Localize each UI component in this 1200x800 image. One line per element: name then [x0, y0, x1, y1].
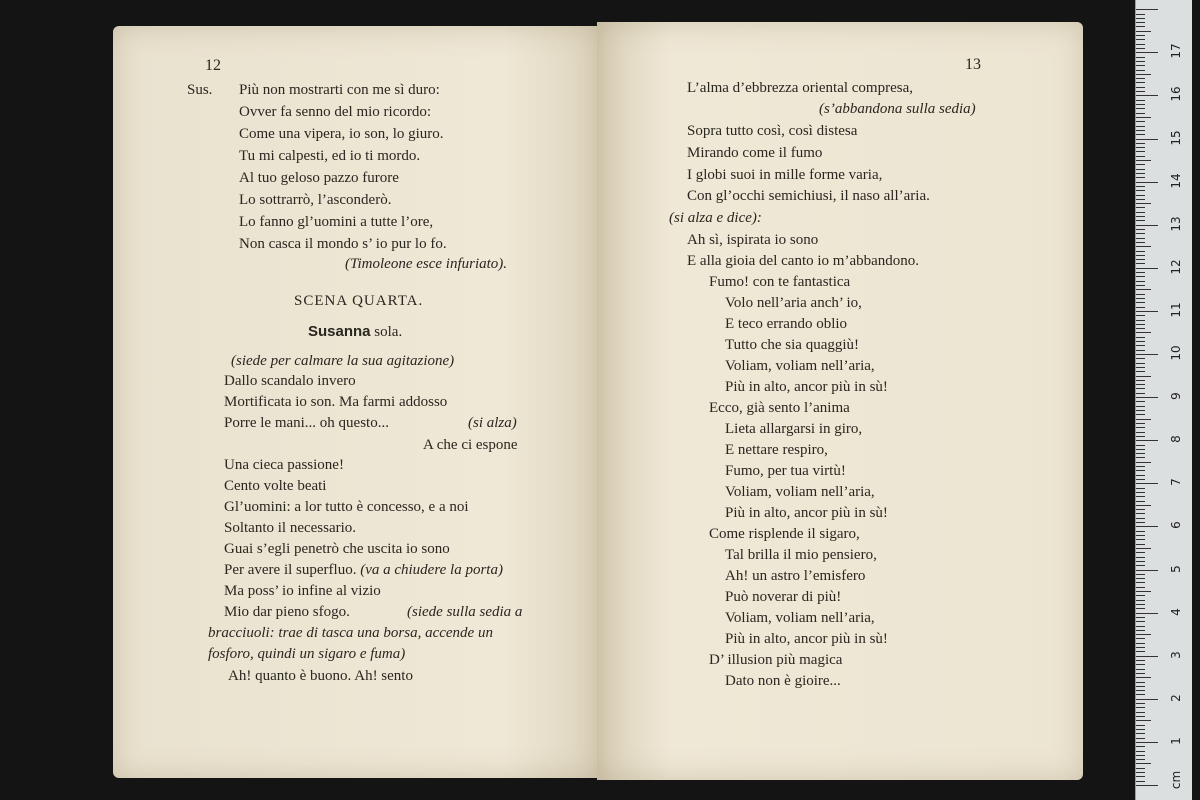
- ruler-tick: [1136, 462, 1151, 463]
- ruler-tick: [1136, 699, 1158, 700]
- ruler-tick: [1136, 759, 1145, 760]
- ruler-tick: [1136, 104, 1145, 105]
- ruler-tick: [1136, 190, 1145, 191]
- song-line: Tutto che sia quaggiù!: [725, 337, 860, 353]
- ruler-tick: [1136, 126, 1145, 127]
- ruler-tick: [1136, 785, 1158, 786]
- ruler-tick: [1136, 393, 1145, 394]
- verse-line: Sopra tutto così, così distesa: [687, 123, 858, 139]
- verse-line: [224, 561, 503, 579]
- stage-direction: (siede per calmare la sua agitazione): [231, 353, 455, 369]
- ruler-tick: [1136, 501, 1145, 502]
- verse-line: Lo fanno gl’uomini a tutte l’ore,: [239, 214, 434, 230]
- verse-line: Non casca il mondo s’ io pur lo fo.: [239, 236, 447, 252]
- song-line: Fumo, per tua virtù!: [725, 463, 846, 479]
- ruler-tick: [1136, 117, 1151, 118]
- ruler-tick: [1136, 544, 1145, 545]
- stage-direction: bracciuoli: trae di tasca una borsa, accende un: [208, 625, 493, 641]
- ruler-tick: [1136, 561, 1145, 562]
- ruler-tick: [1136, 307, 1145, 308]
- ruler-tick: [1136, 440, 1158, 441]
- ruler-tick: [1136, 509, 1145, 510]
- ruler-tick: [1136, 156, 1145, 157]
- ruler-tick: [1136, 707, 1145, 708]
- ruler-tick: [1136, 39, 1145, 40]
- ruler-tick: [1136, 48, 1145, 49]
- ruler-tick: [1136, 496, 1145, 497]
- ruler-tick: [1136, 26, 1145, 27]
- ruler-tick: [1136, 169, 1145, 170]
- ruler-number: 7: [1169, 478, 1183, 487]
- ruler-tick: [1136, 470, 1145, 471]
- ruler-tick: [1136, 647, 1145, 648]
- ruler-tick: [1136, 315, 1145, 316]
- ruler-tick: [1136, 151, 1145, 152]
- ruler-number: 1: [1169, 737, 1183, 745]
- song-line: Può noverar di più!: [725, 589, 842, 605]
- verse-line: Più non mostrarti con me sì duro:: [239, 82, 440, 98]
- stage-direction: (si alza): [468, 415, 517, 431]
- ruler-tick: [1136, 406, 1145, 407]
- ruler-tick: [1136, 233, 1145, 234]
- ruler-tick: [1136, 164, 1145, 165]
- ruler-tick: [1136, 656, 1158, 657]
- ruler-tick: [1136, 255, 1145, 256]
- ruler-tick: [1136, 414, 1145, 415]
- ruler-tick: [1136, 466, 1145, 467]
- ruler-tick: [1136, 87, 1145, 88]
- ruler-tick: [1136, 18, 1145, 19]
- ruler-tick: [1136, 401, 1145, 402]
- ruler-tick: [1136, 337, 1145, 338]
- ruler-tick: [1136, 108, 1145, 109]
- ruler-tick: [1136, 294, 1145, 295]
- ruler-tick: [1136, 113, 1145, 114]
- ruler-tick: [1136, 341, 1145, 342]
- ruler-tick: [1136, 311, 1158, 312]
- verse-line: L’alma d’ebbrezza oriental compresa,: [687, 80, 913, 96]
- ruler-tick: [1136, 776, 1145, 777]
- ruler-tick: [1136, 751, 1145, 752]
- ruler-tick: [1136, 147, 1145, 148]
- ruler-tick: [1136, 604, 1145, 605]
- ruler-tick: [1136, 281, 1145, 282]
- ruler-tick: [1136, 651, 1145, 652]
- ruler-tick: [1136, 302, 1145, 303]
- song-line: E teco errando oblio: [725, 316, 848, 332]
- ruler-tick: [1136, 763, 1151, 764]
- ruler-tick: [1136, 100, 1145, 101]
- ruler-tick: [1136, 591, 1151, 592]
- ruler-number: 12: [1169, 259, 1183, 275]
- ruler-tick: [1136, 91, 1145, 92]
- ruler-tick: [1136, 14, 1145, 15]
- ruler-tick: [1136, 61, 1145, 62]
- ruler-tick: [1136, 199, 1145, 200]
- right-page: [597, 22, 1083, 780]
- ruler-tick: [1136, 582, 1145, 583]
- ruler-tick: [1136, 229, 1145, 230]
- ruler-tick: [1136, 384, 1145, 385]
- ruler-tick: [1136, 380, 1145, 381]
- ruler-tick: [1136, 505, 1151, 506]
- stage-direction: (va a chiudere la porta): [360, 562, 503, 578]
- stage-direction: fosforo, quindi un sigaro e fuma): [208, 646, 406, 662]
- ruler-tick: [1136, 423, 1145, 424]
- ruler-tick: [1136, 781, 1145, 782]
- ruler-tick: [1136, 565, 1145, 566]
- ruler-tick: [1136, 57, 1145, 58]
- verse-line: Ma poss’ io infine al vizio: [224, 583, 381, 599]
- ruler-tick: [1136, 9, 1158, 10]
- ruler-tick: [1136, 643, 1145, 644]
- ruler-tick: [1136, 173, 1145, 174]
- song-line: Ah! un astro l’emisfero: [725, 568, 866, 584]
- verse-line: Una cieca passione!: [224, 457, 344, 473]
- verse-line: Cento volte beati: [224, 478, 327, 494]
- ruler-tick: [1136, 703, 1145, 704]
- verse-line: Lo sottrarrò, l’asconderò.: [239, 192, 392, 208]
- song-line: Fumo! con te fantastica: [709, 274, 851, 290]
- song-line: Più in alto, ancor più in sù!: [725, 379, 888, 395]
- song-line: Voliam, voliam nell’aria,: [725, 484, 875, 500]
- ruler-tick: [1136, 419, 1151, 420]
- ruler-tick: [1136, 376, 1151, 377]
- ruler-tick: [1136, 772, 1145, 773]
- ruler-tick: [1136, 324, 1145, 325]
- song-line: Dato non è gioire...: [725, 673, 841, 689]
- ruler-tick: [1136, 570, 1158, 571]
- ruler-tick: [1136, 388, 1145, 389]
- ruler-tick: [1136, 682, 1145, 683]
- ruler-tick: [1136, 320, 1145, 321]
- verse-line: A che ci espone: [423, 437, 518, 453]
- ruler-tick: [1136, 535, 1145, 536]
- verse-line: Con gl’occhi semichiusi, il naso all’aria.: [687, 188, 930, 204]
- song-line: Come risplende il sigaro,: [709, 526, 860, 542]
- ruler-tick: [1136, 251, 1145, 252]
- ruler-tick: [1136, 513, 1145, 514]
- ruler-tick: [1136, 177, 1145, 178]
- verse-line: Ovver fa senno del mio ricordo:: [239, 104, 432, 120]
- ruler-tick: [1136, 272, 1145, 273]
- ruler-tick: [1136, 518, 1145, 519]
- ruler-tick: [1136, 350, 1145, 351]
- ruler-tick: [1136, 358, 1145, 359]
- ruler-tick: [1136, 263, 1145, 264]
- speaker-label: Sus.: [187, 82, 213, 98]
- ruler-tick: [1136, 195, 1145, 196]
- ruler-tick: [1136, 539, 1145, 540]
- stage-direction: (si alza e dice):: [669, 210, 762, 226]
- ruler-tick: [1136, 332, 1151, 333]
- ruler-number: 4: [1169, 607, 1183, 616]
- song-line: Tal brilla il mio pensiero,: [725, 547, 877, 563]
- verse-line: Ah sì, ispirata io sono: [687, 232, 819, 248]
- ruler-tick: [1136, 285, 1145, 286]
- ruler-tick: [1136, 621, 1145, 622]
- verse-line: Gl’uomini: a lor tutto è concesso, e a noi: [224, 499, 469, 515]
- ruler-tick: [1136, 690, 1145, 691]
- ruler-tick: [1136, 328, 1145, 329]
- ruler-tick: [1136, 638, 1145, 639]
- ruler-tick: [1136, 677, 1151, 678]
- ruler-tick: [1136, 367, 1145, 368]
- ruler-tick: [1136, 488, 1145, 489]
- ruler-tick: [1136, 664, 1145, 665]
- left-page: [113, 26, 600, 778]
- ruler-tick: [1136, 354, 1158, 355]
- ruler-tick: [1136, 557, 1145, 558]
- verse-line: Come una vipera, io son, lo giuro.: [239, 126, 444, 142]
- ruler-number: 16: [1169, 86, 1183, 103]
- ruler-number: 5: [1169, 564, 1183, 573]
- ruler-tick: [1136, 595, 1145, 596]
- ruler-tick: [1136, 427, 1145, 428]
- verse-line: Tu mi calpesti, ed io ti mordo.: [239, 148, 421, 164]
- ruler-tick: [1136, 673, 1145, 674]
- ruler-tick: [1136, 725, 1145, 726]
- stage-direction: (Timoleone esce infuriato).: [345, 256, 508, 272]
- ruler-tick: [1136, 526, 1158, 527]
- verse-line: Ah! quanto è buono. Ah! sento: [228, 668, 413, 684]
- verse-line: I globi suoi in mille forme varia,: [687, 167, 883, 183]
- ruler-tick: [1136, 121, 1145, 122]
- ruler-number: 11: [1169, 302, 1183, 318]
- ruler-tick: [1136, 186, 1145, 187]
- ruler-tick: [1136, 686, 1145, 687]
- ruler-tick: [1136, 608, 1145, 609]
- ruler-tick: [1136, 31, 1151, 32]
- ruler-tick: [1136, 746, 1145, 747]
- song-line: E nettare respiro,: [725, 442, 828, 458]
- ruler-tick: [1136, 522, 1145, 523]
- ruler-tick: [1136, 768, 1145, 769]
- ruler-tick: [1136, 212, 1145, 213]
- ruler-tick: [1136, 225, 1158, 226]
- song-line: Lieta allargarsi in giro,: [725, 421, 863, 437]
- ruler-tick: [1136, 432, 1145, 433]
- ruler-tick: [1136, 742, 1158, 743]
- ruler-tick: [1136, 95, 1158, 96]
- ruler-tick: [1136, 35, 1145, 36]
- character-name: Susanna: [308, 323, 371, 340]
- verse-line: Guai s’egli penetrò che uscita io sono: [224, 541, 450, 557]
- verse-line: Dallo scandalo invero: [224, 373, 356, 389]
- ruler-tick: [1136, 600, 1145, 601]
- ruler-tick: [1136, 74, 1151, 75]
- song-line: Volo nell’aria anch’ io,: [725, 295, 862, 311]
- ruler-tick: [1136, 634, 1151, 635]
- ruler-tick: [1136, 134, 1145, 135]
- ruler-tick: [1136, 574, 1145, 575]
- ruler-tick: [1136, 238, 1145, 239]
- measuring-ruler: [1135, 0, 1192, 800]
- ruler-tick: [1136, 289, 1151, 290]
- ruler-tick: [1136, 587, 1145, 588]
- verse-line: Mortificata io son. Ma farmi addosso: [224, 394, 448, 410]
- verse-line: E alla gioia del canto io m’abbandono.: [687, 253, 920, 269]
- ruler-number: 9: [1169, 392, 1183, 400]
- ruler-tick: [1136, 242, 1145, 243]
- ruler-tick: [1136, 626, 1145, 627]
- ruler-tick: [1136, 449, 1145, 450]
- ruler-tick: [1136, 613, 1158, 614]
- ruler-number: 14: [1169, 172, 1183, 189]
- stage-direction: (s’abbandona sulla sedia): [819, 101, 976, 117]
- ruler-tick: [1136, 410, 1145, 411]
- ruler-tick: [1136, 475, 1145, 476]
- ruler-tick: [1136, 694, 1145, 695]
- verse-line: Mirando come il fumo: [687, 145, 823, 161]
- verse-line: Al tuo geloso pazzo furore: [239, 170, 399, 186]
- ruler-tick: [1136, 65, 1145, 66]
- ruler-number: 13: [1169, 216, 1183, 232]
- stage-direction: (siede sulla sedia a: [407, 604, 523, 620]
- ruler-tick: [1136, 52, 1158, 53]
- ruler-tick: [1136, 182, 1158, 183]
- ruler-tick: [1136, 479, 1145, 480]
- ruler-number: 17: [1169, 43, 1183, 59]
- ruler-number: 8: [1169, 435, 1183, 444]
- page-number: 13: [965, 56, 981, 73]
- ruler-tick: [1136, 720, 1151, 721]
- ruler-tick: [1136, 445, 1145, 446]
- ruler-tick: [1136, 44, 1145, 45]
- ruler-number: 2: [1169, 693, 1183, 702]
- ruler-tick: [1136, 345, 1145, 346]
- song-line: Voliam, voliam nell’aria,: [725, 358, 875, 374]
- ruler-tick: [1136, 531, 1145, 532]
- ruler-tick: [1136, 660, 1145, 661]
- ruler-tick: [1136, 755, 1145, 756]
- ruler-tick: [1136, 738, 1145, 739]
- ruler-number: 6: [1169, 521, 1183, 530]
- ruler-tick: [1136, 453, 1145, 454]
- ruler-tick: [1136, 548, 1151, 549]
- ruler-tick: [1136, 363, 1145, 364]
- ruler-tick: [1136, 70, 1145, 71]
- ruler-tick: [1136, 82, 1145, 83]
- ruler-tick: [1136, 203, 1151, 204]
- ruler-tick: [1136, 216, 1145, 217]
- character-note: sola.: [374, 324, 403, 340]
- verse-line: Mio dar pieno sfogo.: [224, 604, 350, 620]
- ruler-tick: [1136, 436, 1145, 437]
- ruler-tick: [1136, 578, 1145, 579]
- ruler-tick: [1136, 268, 1158, 269]
- ruler-tick: [1136, 22, 1145, 23]
- song-line: Più in alto, ancor più in sù!: [725, 505, 888, 521]
- page-number: 12: [205, 57, 221, 74]
- ruler-tick: [1136, 298, 1145, 299]
- ruler-tick: [1136, 712, 1145, 713]
- ruler-tick: [1136, 371, 1145, 372]
- ruler-tick: [1136, 733, 1145, 734]
- ruler-tick: [1136, 716, 1145, 717]
- ruler-tick: [1136, 130, 1145, 131]
- character-heading: [308, 323, 402, 341]
- ruler-tick: [1136, 729, 1145, 730]
- verse-text: Per avere il superfluo.: [224, 562, 357, 578]
- ruler-tick: [1136, 552, 1145, 553]
- ruler-tick: [1136, 139, 1158, 140]
- scene-title: SCENA QUARTA.: [294, 293, 424, 309]
- ruler-tick: [1136, 483, 1158, 484]
- ruler-number: 15: [1169, 129, 1183, 146]
- ruler-tick: [1136, 246, 1151, 247]
- ruler-number: 3: [1169, 650, 1183, 659]
- ruler-tick: [1136, 220, 1145, 221]
- ruler-number: 10: [1169, 345, 1183, 361]
- ruler-tick: [1136, 492, 1145, 493]
- ruler-tick: [1136, 143, 1145, 144]
- ruler-tick: [1136, 276, 1145, 277]
- ruler-tick: [1136, 457, 1145, 458]
- ruler-tick: [1136, 630, 1145, 631]
- ruler-tick: [1136, 669, 1145, 670]
- song-line: D’ illusion più magica: [709, 652, 843, 668]
- verse-line: Porre le mani... oh questo...: [224, 415, 389, 431]
- ruler-tick: [1136, 78, 1145, 79]
- song-line: Voliam, voliam nell’aria,: [725, 610, 875, 626]
- ruler-tick: [1136, 160, 1151, 161]
- ruler-tick: [1136, 617, 1145, 618]
- ruler-tick: [1136, 207, 1145, 208]
- song-line: Ecco, già sento l’anima: [709, 400, 850, 416]
- verse-line: Soltanto il necessario.: [224, 520, 357, 536]
- ruler-tick: [1136, 397, 1158, 398]
- song-line: Più in alto, ancor più in sù!: [725, 631, 888, 647]
- ruler-tick: [1136, 259, 1145, 260]
- ruler-unit: cm: [1169, 770, 1183, 790]
